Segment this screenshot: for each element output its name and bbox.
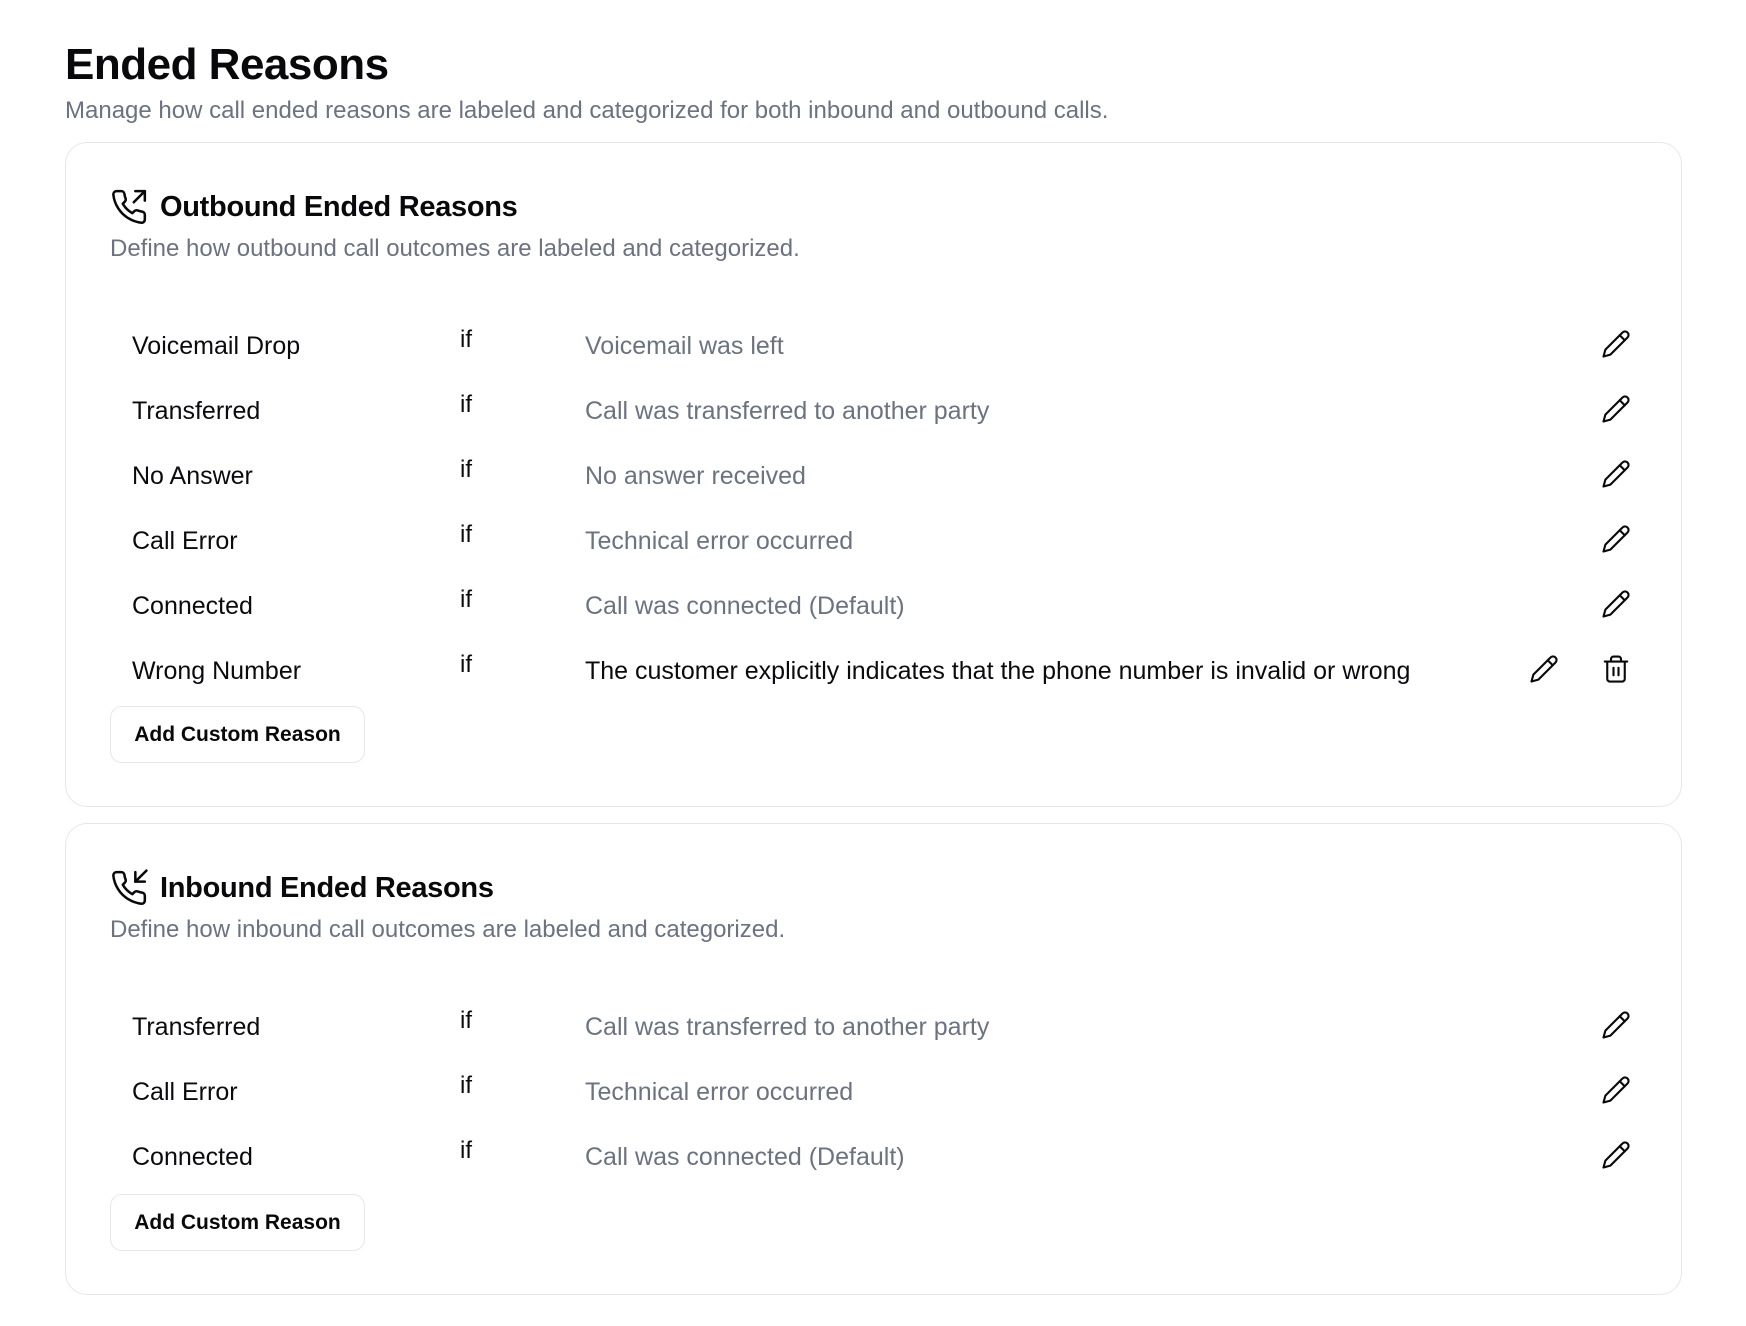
reason-label: Call Error bbox=[132, 527, 238, 555]
inbound-card-header bbox=[110, 866, 494, 910]
pencil-icon bbox=[1601, 329, 1631, 364]
reason-if-connector: if bbox=[460, 456, 472, 483]
reason-row-call-error bbox=[132, 1061, 1637, 1126]
pencil-icon bbox=[1601, 459, 1631, 494]
phone-incoming-icon bbox=[110, 869, 148, 907]
pencil-icon bbox=[1601, 1140, 1631, 1175]
reason-if-connector: if bbox=[460, 586, 472, 613]
reason-row-voicemail-drop bbox=[132, 315, 1637, 380]
pencil-icon bbox=[1529, 654, 1559, 689]
reason-condition: Call was transferred to another party bbox=[585, 1013, 990, 1041]
reason-row-connected bbox=[132, 1126, 1637, 1191]
edit-reason-button[interactable] bbox=[1599, 524, 1633, 558]
reason-label: No Answer bbox=[132, 462, 253, 490]
reason-row-call-error bbox=[132, 510, 1637, 575]
outbound-card-header bbox=[110, 185, 518, 229]
reason-label: Transferred bbox=[132, 1013, 261, 1041]
edit-reason-button[interactable] bbox=[1599, 1140, 1633, 1174]
reason-label: Voicemail Drop bbox=[132, 332, 301, 360]
reason-condition: Voicemail was left bbox=[585, 332, 784, 360]
reason-condition: Call was transferred to another party bbox=[585, 397, 990, 425]
outbound-card-description: Define how outbound call outcomes are labeled and categorized. bbox=[110, 235, 800, 262]
pencil-icon bbox=[1601, 589, 1631, 624]
reason-row-transferred bbox=[132, 996, 1637, 1061]
reason-label: Transferred bbox=[132, 397, 261, 425]
reason-if-connector: if bbox=[460, 651, 472, 678]
edit-reason-button[interactable] bbox=[1599, 589, 1633, 623]
edit-reason-button[interactable] bbox=[1599, 329, 1633, 363]
reason-condition: The customer explicitly indicates that the phone number is invalid or wrong bbox=[585, 657, 1411, 685]
reason-if-connector: if bbox=[460, 1137, 472, 1164]
reason-row-transferred bbox=[132, 380, 1637, 445]
delete-reason-button[interactable] bbox=[1599, 654, 1633, 688]
inbound-ended-reasons-card bbox=[65, 823, 1682, 1295]
outbound-ended-reasons-card bbox=[65, 142, 1682, 807]
edit-reason-button[interactable] bbox=[1599, 394, 1633, 428]
pencil-icon bbox=[1601, 524, 1631, 559]
reason-label: Connected bbox=[132, 1143, 253, 1171]
pencil-icon bbox=[1601, 1075, 1631, 1110]
reason-label: Connected bbox=[132, 592, 253, 620]
page-title: Ended Reasons bbox=[65, 40, 389, 89]
reason-label: Call Error bbox=[132, 1078, 238, 1106]
edit-reason-button[interactable] bbox=[1599, 459, 1633, 493]
inbound-card-title: Inbound Ended Reasons bbox=[160, 871, 494, 904]
phone-outgoing-icon bbox=[110, 188, 148, 226]
reason-condition: Call was connected (Default) bbox=[585, 1143, 905, 1171]
reason-label: Wrong Number bbox=[132, 657, 302, 685]
reason-condition: Technical error occurred bbox=[585, 527, 854, 555]
outbound-card-title: Outbound Ended Reasons bbox=[160, 190, 518, 223]
reason-if-connector: if bbox=[460, 1072, 472, 1099]
pencil-icon bbox=[1601, 1010, 1631, 1045]
page-subtitle: Manage how call ended reasons are labeled and categorized for both inbound and outbound calls. bbox=[65, 97, 1109, 124]
outbound-add-custom-reason-button[interactable]: Add Custom Reason bbox=[110, 706, 365, 763]
reason-if-connector: if bbox=[460, 521, 472, 548]
reason-if-connector: if bbox=[460, 326, 472, 353]
reason-condition: Technical error occurred bbox=[585, 1078, 854, 1106]
trash-icon bbox=[1601, 654, 1631, 689]
reason-if-connector: if bbox=[460, 1007, 472, 1034]
reason-condition: Call was connected (Default) bbox=[585, 592, 905, 620]
reason-row-no-answer bbox=[132, 445, 1637, 510]
inbound-reason-list bbox=[132, 996, 1637, 1191]
reason-condition: No answer received bbox=[585, 462, 806, 490]
reason-row-connected bbox=[132, 575, 1637, 640]
inbound-add-custom-reason-button[interactable]: Add Custom Reason bbox=[110, 1194, 365, 1251]
edit-reason-button[interactable] bbox=[1527, 654, 1561, 688]
outbound-reason-list bbox=[132, 315, 1637, 705]
reason-if-connector: if bbox=[460, 391, 472, 418]
inbound-card-description: Define how inbound call outcomes are labeled and categorized. bbox=[110, 916, 786, 943]
reason-row-wrong-number bbox=[132, 640, 1637, 705]
edit-reason-button[interactable] bbox=[1599, 1075, 1633, 1109]
pencil-icon bbox=[1601, 394, 1631, 429]
edit-reason-button[interactable] bbox=[1599, 1010, 1633, 1044]
